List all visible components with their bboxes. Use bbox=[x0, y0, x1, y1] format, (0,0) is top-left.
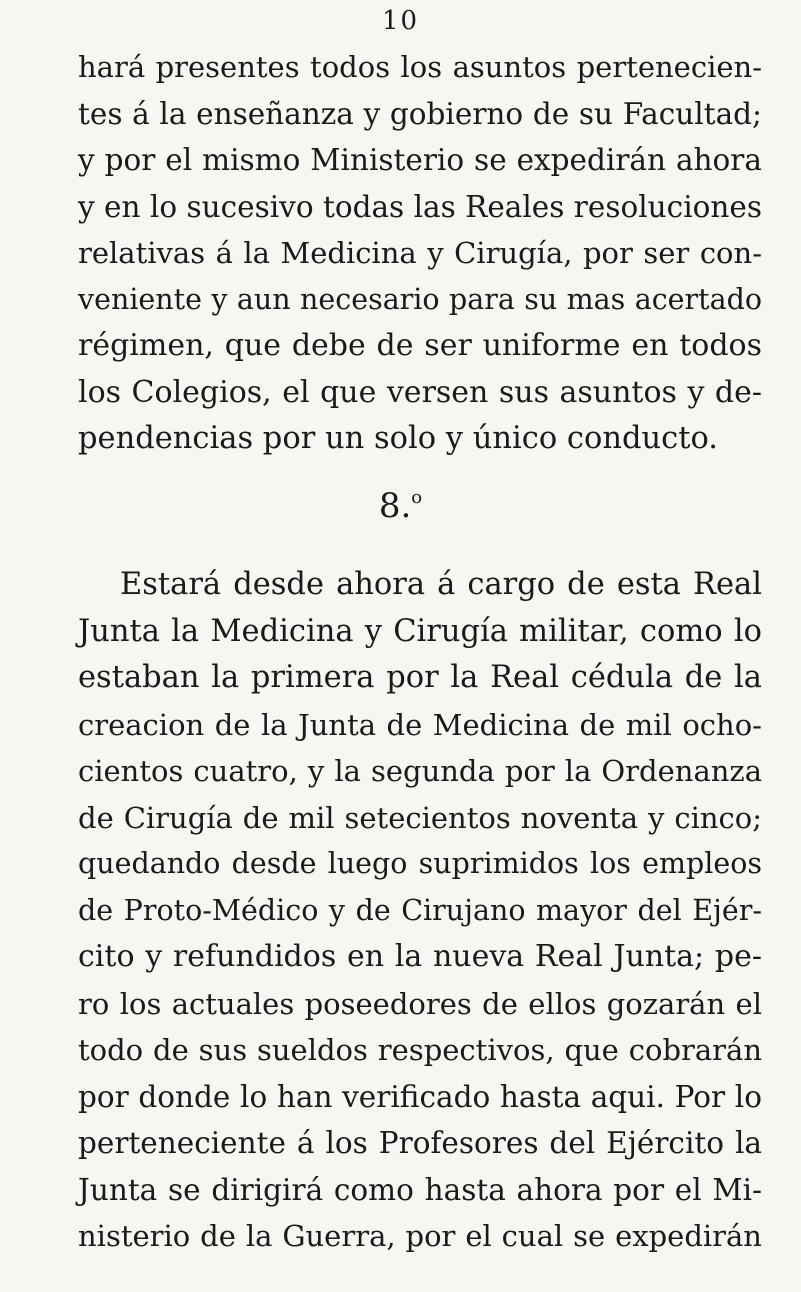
text-line: todo de sus sueldos respectivos, que cobrarán bbox=[78, 1033, 762, 1067]
text-line: por donde lo han verificado hasta aqui. Por lo bbox=[78, 1079, 762, 1114]
text-line: régimen, que debe de ser uniforme en todos bbox=[78, 328, 762, 363]
section-number: 8. bbox=[378, 486, 412, 526]
text-line: Estará desde ahora á cargo de esta Real bbox=[120, 567, 762, 602]
text-line: y en lo sucesivo todas las Reales resoluciones bbox=[78, 189, 762, 224]
text-line: tes á la enseñanza y gobierno de su Facultad; bbox=[78, 96, 762, 131]
text-line: quedando desde luego suprimidos los empleos bbox=[78, 847, 762, 880]
text-line: de Proto-Médico y de Cirujano mayor del Ejér- bbox=[78, 893, 762, 927]
text-line: ro los actuales poseedores de ellos gozarán el bbox=[78, 986, 762, 1021]
text-line: veniente y aun necesario para su mas acertado bbox=[78, 282, 762, 316]
text-line: los Colegios, el que versen sus asuntos y de- bbox=[78, 374, 762, 410]
text-line: relativas á la Medicina y Cirugía, por ser con- bbox=[78, 236, 762, 270]
text-line: cientos cuatro, y la segunda por la Ordenanza bbox=[78, 754, 762, 788]
text-line: cito y refundidos en la nueva Real Junta; pe- bbox=[78, 939, 762, 974]
text-line: Junta se dirigirá como hasta ahora por el Mi- bbox=[78, 1172, 762, 1207]
paragraph-1 bbox=[78, 44, 762, 463]
text-line: Junta la Medicina y Cirugía militar, como lo bbox=[78, 613, 762, 649]
text-line: y por el mismo Ministerio se expedirán ahora bbox=[78, 143, 762, 177]
text-line: estaban la primera por la Real cédula de la bbox=[78, 660, 762, 695]
text-line: perteneciente á los Profesores del Ejército la bbox=[78, 1126, 762, 1160]
section-ordinal: o bbox=[411, 487, 423, 508]
page-number: 10 bbox=[381, 6, 420, 36]
section-heading bbox=[0, 478, 801, 526]
text-line: creacion de la Junta de Medicina de mil ocho- bbox=[78, 707, 762, 742]
paragraph-2 bbox=[78, 562, 762, 1260]
text-line: nisterio de la Guerra, por el cual se expedirán bbox=[78, 1219, 762, 1253]
text-line: de Cirugía de mil setecientos noventa y cinco; bbox=[78, 800, 762, 835]
text-line: hará presentes todos los asuntos pertenecien- bbox=[78, 50, 762, 84]
text-line: pendencias por un solo y único conducto. bbox=[78, 421, 718, 456]
